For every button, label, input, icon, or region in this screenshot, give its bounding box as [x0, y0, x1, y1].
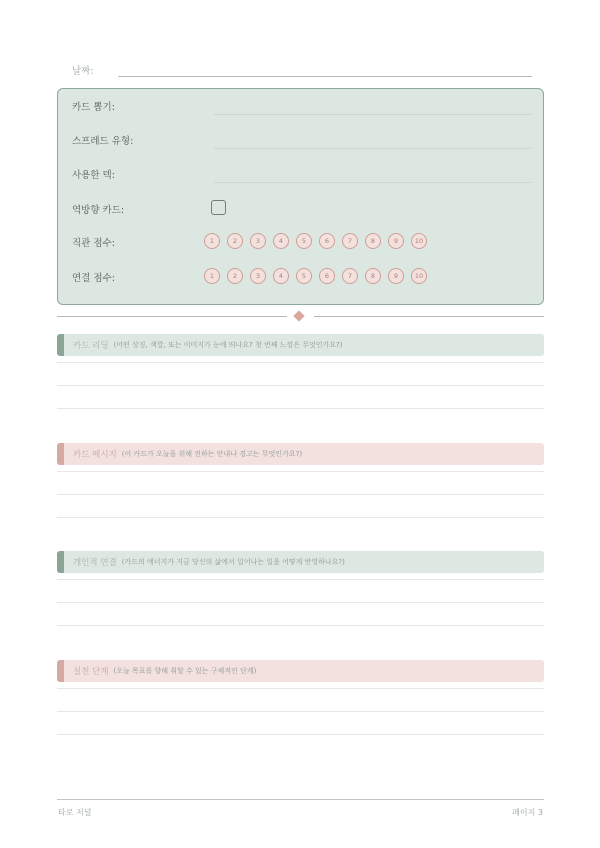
divider-line-left [57, 316, 287, 317]
writing-line[interactable] [57, 385, 544, 386]
score-circle[interactable]: 9 [388, 268, 404, 284]
score-circle[interactable]: 8 [365, 233, 381, 249]
field-connection-score [58, 266, 543, 300]
field-intuition-score [58, 231, 543, 265]
date-input-line[interactable] [118, 76, 532, 77]
field-label: 카드 뽑기: [72, 102, 115, 113]
writing-line[interactable] [57, 362, 544, 363]
score-circle[interactable]: 6 [319, 268, 335, 284]
date-label: 날짜: [72, 66, 94, 77]
score-circle[interactable]: 4 [273, 268, 289, 284]
writing-line[interactable] [57, 471, 544, 472]
date-row [72, 62, 532, 80]
writing-line[interactable] [57, 408, 544, 409]
section-hint: (오늘 목표를 향해 취할 수 있는 구체적인 단계) [113, 667, 257, 675]
score-circle[interactable]: 3 [250, 233, 266, 249]
section-header [57, 334, 544, 356]
deck-used-input-line[interactable] [214, 182, 531, 183]
field-label: 스프레드 유형: [72, 136, 134, 147]
section-accent-bar [57, 551, 64, 573]
score-circle[interactable]: 5 [296, 268, 312, 284]
writing-line[interactable] [57, 579, 544, 580]
field-label: 사용한 덱: [72, 170, 115, 181]
score-circle[interactable]: 10 [411, 268, 427, 284]
section-hint: (카드의 에너지가 지금 당신의 삶에서 일어나는 일을 어떻게 반영하나요?) [121, 558, 345, 566]
section-hint: (이 카드가 오늘을 위해 전하는 안내나 경고는 무엇인가요?) [121, 450, 303, 458]
section-action-steps [57, 660, 544, 682]
field-label: 직관 점수: [72, 238, 115, 249]
field-reversed [58, 197, 543, 231]
writing-line[interactable] [57, 517, 544, 518]
score-circle[interactable]: 2 [227, 233, 243, 249]
writing-line[interactable] [57, 625, 544, 626]
section-accent-bar [57, 443, 64, 465]
divider-line-right [314, 316, 544, 317]
score-circle[interactable]: 1 [204, 233, 220, 249]
section-header [57, 660, 544, 682]
score-circle[interactable]: 4 [273, 233, 289, 249]
score-circle[interactable]: 7 [342, 268, 358, 284]
field-spread-type [58, 129, 543, 163]
writing-line[interactable] [57, 688, 544, 689]
field-label: 역방향 카드: [72, 205, 125, 216]
section-hint: (어떤 상징, 색깔, 또는 이미지가 눈에 띄나요? 첫 번째 느낌은 무엇인가요?) [113, 341, 343, 349]
score-circle[interactable]: 6 [319, 233, 335, 249]
section-card-message [57, 443, 544, 465]
ornamental-divider [57, 311, 544, 323]
section-header [57, 443, 544, 465]
footer-journal-title: 타로 저널 [58, 808, 92, 817]
score-circle[interactable]: 5 [296, 233, 312, 249]
writing-line[interactable] [57, 734, 544, 735]
section-title: 개인적 연결 [73, 558, 117, 568]
score-circle[interactable]: 7 [342, 233, 358, 249]
card-drawn-input-line[interactable] [214, 114, 531, 115]
section-header [57, 551, 544, 573]
section-personal-connection [57, 551, 544, 573]
field-deck-used [58, 163, 543, 197]
reversed-checkbox[interactable] [211, 200, 226, 215]
field-label: 연결 점수: [72, 273, 115, 284]
section-accent-bar [57, 334, 64, 356]
section-card-reading [57, 334, 544, 356]
section-title: 실천 단계 [73, 667, 109, 677]
intuition-score-scale [204, 233, 427, 249]
writing-line[interactable] [57, 602, 544, 603]
score-circle[interactable]: 1 [204, 268, 220, 284]
writing-line[interactable] [57, 711, 544, 712]
score-circle[interactable]: 10 [411, 233, 427, 249]
connection-score-scale [204, 268, 427, 284]
score-circle[interactable]: 8 [365, 268, 381, 284]
section-title: 카드 리딩 [73, 341, 109, 351]
spread-type-input-line[interactable] [214, 148, 531, 149]
footer-page-number: 페이지 3 [512, 808, 543, 817]
section-title: 카드 메시지 [73, 450, 117, 460]
card-info-box [57, 88, 544, 305]
score-circle[interactable]: 3 [250, 268, 266, 284]
field-card-drawn [58, 95, 543, 129]
writing-line[interactable] [57, 494, 544, 495]
section-accent-bar [57, 660, 64, 682]
score-circle[interactable]: 9 [388, 233, 404, 249]
footer-divider [57, 799, 544, 800]
diamond-ornament-icon [293, 310, 304, 321]
score-circle[interactable]: 2 [227, 268, 243, 284]
